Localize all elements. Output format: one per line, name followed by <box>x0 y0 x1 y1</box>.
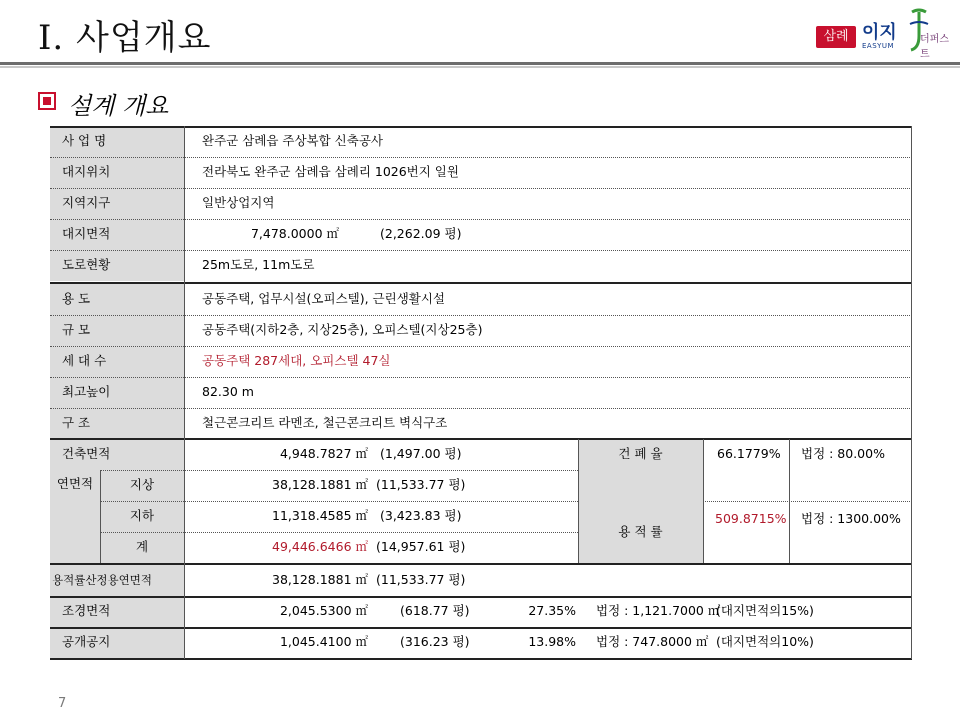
row-divider <box>100 532 578 533</box>
gross-area-above-pyeong: (11,533.77 평) <box>376 477 466 493</box>
page-number: 7 <box>58 696 67 711</box>
logo-main-text: 이지 <box>862 22 897 43</box>
row-divider <box>50 346 912 347</box>
row-label-open-space: 공개공지 <box>50 627 184 658</box>
row-value-site-area-pyeong: (2,262.09 평) <box>380 226 462 242</box>
title-divider <box>0 62 960 65</box>
row-value-site-location: 전라북도 완주군 삼례읍 삼례리 1026번지 일원 <box>202 164 459 180</box>
section-title: 설계 개요 <box>68 92 169 120</box>
row-value-project-name: 완주군 삼례읍 주상복합 신축공사 <box>202 133 383 149</box>
building-area-pyeong: (1,497.00 평) <box>380 446 462 462</box>
row-divider <box>703 501 912 502</box>
row-label-project-name: 사 업 명 <box>50 126 184 157</box>
row-label-roads: 도로현황 <box>50 250 184 281</box>
row-label-use: 용 도 <box>50 284 184 315</box>
row-value-use: 공동주택, 업무시설(오피스텔), 근린생활시설 <box>202 291 445 307</box>
square-bullet-icon <box>38 92 56 110</box>
coverage-ratio-value: 66.1779% <box>717 446 781 461</box>
coverage-ratio-legal: 법정 : 80.00% <box>801 446 885 461</box>
row-label-scale: 규 모 <box>50 315 184 346</box>
floor-area-ratio-value: 509.8715% <box>715 511 787 526</box>
row-value-max-height: 82.30 m <box>202 384 254 400</box>
row-label-far-gross-area: 용적률산정용연면적 <box>50 565 184 596</box>
open-space-legal: 법정 : 747.8000 ㎡ <box>596 634 709 650</box>
row-divider <box>100 470 578 471</box>
row-divider <box>50 219 912 220</box>
landscape-area-legal: 법정 : 1,121.7000 ㎡ <box>596 603 721 619</box>
floor-area-ratio-label: 용 적 률 <box>578 501 703 563</box>
row-divider <box>100 501 578 502</box>
row-label-households: 세 대 수 <box>50 346 184 377</box>
open-space-percent: 13.98% <box>528 634 576 650</box>
open-space-value: 1,045.4100 ㎡ <box>279 634 368 650</box>
row-divider <box>50 188 912 189</box>
section-divider <box>50 282 912 284</box>
row-label-site-location: 대지위치 <box>50 157 184 188</box>
row-label-structure: 구 조 <box>50 408 184 439</box>
building-area-value: 4,948.7827 ㎡ <box>279 446 368 462</box>
section-divider <box>50 627 912 629</box>
row-label-building-area: 건축면적 <box>50 439 184 470</box>
gross-area-below-value: 11,318.4585 ㎡ <box>272 508 368 524</box>
row-divider <box>50 377 912 378</box>
open-space-pyeong: (316.23 평) <box>400 634 470 650</box>
row-divider <box>50 315 912 316</box>
row-value-scale: 공동주택(지하2층, 지상25층), 오피스텔(지상25층) <box>202 322 483 338</box>
landscape-area-pyeong: (618.77 평) <box>400 603 470 619</box>
landscape-area-percent: 27.35% <box>528 603 576 619</box>
row-value-structure: 철근콘크리트 라멘조, 철근콘크리트 벽식구조 <box>202 415 448 431</box>
section-divider <box>50 438 912 440</box>
row-value-households: 공동주택 287세대, 오피스텔 47실 <box>202 353 391 369</box>
gross-area-above-label: 지상 <box>100 470 184 501</box>
open-space-note: (대지면적의10%) <box>716 634 814 650</box>
row-divider <box>50 250 912 251</box>
landscape-area-value: 2,045.5300 ㎡ <box>279 603 368 619</box>
row-value-zoning: 일반상업지역 <box>202 195 275 211</box>
row-value-roads: 25m도로, 11m도로 <box>202 257 315 273</box>
gross-area-below-label: 지하 <box>100 501 184 532</box>
landscape-area-note: (대지면적의15%) <box>716 603 814 619</box>
column-divider <box>703 439 704 563</box>
gross-area-above-value: 38,128.1881 ㎡ <box>272 477 368 493</box>
row-label-max-height: 최고높이 <box>50 377 184 408</box>
column-divider <box>789 439 790 563</box>
page-title: Ⅰ. 사업개요 <box>38 18 212 58</box>
column-divider <box>100 470 101 563</box>
title-divider-shadow <box>0 66 960 68</box>
row-label-site-area: 대지면적 <box>50 219 184 250</box>
coverage-ratio-label: 건 폐 율 <box>578 439 703 563</box>
row-label-zoning: 지역지구 <box>50 188 184 219</box>
gross-area-total-label: 계 <box>100 532 184 563</box>
far-gross-area-value: 38,128.1881 ㎡ <box>272 572 368 588</box>
column-divider <box>184 126 185 659</box>
row-divider <box>50 408 912 409</box>
row-label-gross-area: 연면적 <box>50 470 100 563</box>
table-bottom-border <box>50 658 912 660</box>
row-value-site-area: 7,478.0000 ㎡ <box>250 226 339 242</box>
gross-area-total-value: 49,446.6466 ㎡ <box>272 539 368 555</box>
section-divider <box>50 563 912 565</box>
floor-area-ratio-legal: 법정 : 1300.00% <box>801 511 901 526</box>
far-gross-area-pyeong: (11,533.77 평) <box>376 572 466 588</box>
section-divider <box>50 596 912 598</box>
table-right-border <box>911 126 912 659</box>
logo-sub-text: EASYUM <box>862 42 895 50</box>
column-divider <box>578 439 579 563</box>
table-top-border <box>50 126 912 128</box>
row-divider <box>50 157 912 158</box>
brand-logo <box>812 6 952 60</box>
gross-area-total-pyeong: (14,957.61 평) <box>376 539 466 555</box>
gross-area-below-pyeong: (3,423.83 평) <box>380 508 462 524</box>
logo-right-text: 더퍼스트 <box>920 34 949 60</box>
design-overview-table <box>50 126 912 662</box>
row-label-landscape-area: 조경면적 <box>50 596 184 627</box>
logo-badge: 삼례 <box>816 26 856 48</box>
